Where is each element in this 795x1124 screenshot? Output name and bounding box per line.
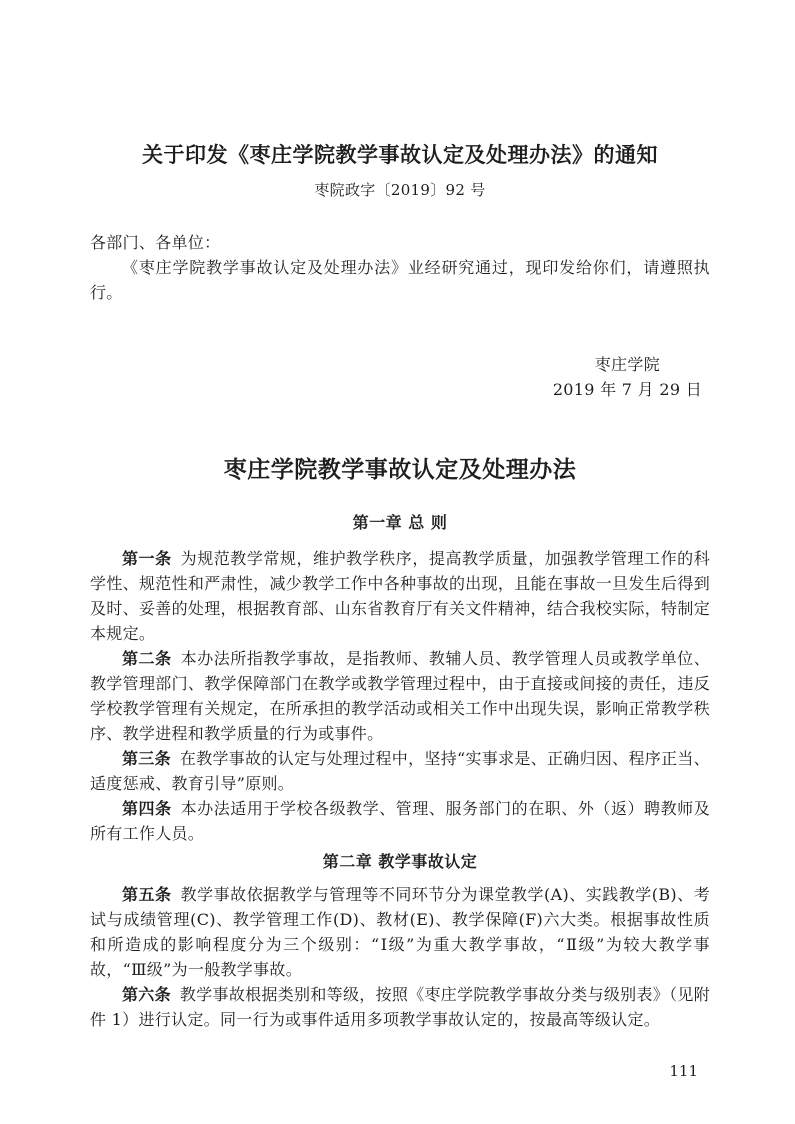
article-3-label: 第三条 [122,749,171,768]
article-2-text: 本办法所指教学事故，是指教师、教辅人员、教学管理人员或教学单位、教学管理部门、教学保障部门在教学或教学管理过程中，由于直接或间接的责任，违反学校教学管理有关规定，在所承担的教学活动或相关工作中出现失误，影响正常教学秩序、教学进程和教学质量的行为或事件。 [90,649,710,743]
regulation-title: 枣庄学院教学事故认定及处理办法 [223,456,577,483]
article-1-label: 第一条 [122,549,172,568]
notice-body: 《枣庄学院教学事故认定及处理办法》业经研究通过，现印发给你们，请遵照执行。 [90,258,710,302]
article-6-text: 教学事故根据类别和等级，按照《枣庄学院教学事故分类与级别表》（见附件 1）进行认定。同一行为或事件适用多项教学事故认定的，按最高等级认定。 [90,985,710,1029]
notice-title: 关于印发《枣庄学院教学事故认定及处理办法》的通知 [142,142,658,167]
signature-block [90,352,710,402]
article-5-label: 第五条 [122,885,172,904]
signature-inner [553,352,702,402]
signer-name: 枣庄学院 [594,355,660,374]
article-4-text: 本办法适用于学校各级教学、管理、服务部门的在职、外（返）聘教师及所有工作人员。 [90,799,710,843]
chapter-1-heading: 第一章 总 则 [352,513,448,532]
article-6-label: 第六条 [122,985,171,1004]
salutation: 各部门、各单位： [90,233,221,252]
article-3-text: 在教学事故的认定与处理过程中，坚持“实事求是、正确归因、程序正当、适度惩戒、教育引导”原则。 [90,749,710,793]
article-5 [90,882,710,982]
article-2 [90,646,710,746]
page-number: 111 [669,1062,698,1080]
sign-date: 2019 年 7 月 29 日 [552,380,702,399]
article-6 [90,982,710,1032]
article-2-label: 第二条 [122,649,172,668]
article-3 [90,746,710,796]
doc-number: 枣院政字〔2019〕92 号 [314,181,486,199]
article-1 [90,546,710,646]
chapter-2-heading: 第二章 教学事故认定 [322,852,478,871]
article-4-label: 第四条 [122,799,172,818]
article-4 [90,796,710,846]
article-1-text: 为规范教学常规，维护教学秩序，提高教学质量，加强教学管理工作的科学性、规范性和严肃性，减少教学工作中各种事故的出现，且能在事故一旦发生后得到及时、妥善的处理，根据教育部、山东省教育厅有关文件精神，结合我校实际，特制定本规定。 [90,549,710,643]
article-5-text: 教学事故依据教学与管理等不同环节分为课堂教学(A)、实践教学(B)、考试与成绩管理(C)、教学管理工作(D)、教材(E)、教学保障(F)六大类。根据事故性质和所造成的影响程度分为三个级别：“Ⅰ级”为重大教学事故，“Ⅱ级”为较大教学事故，“Ⅲ级”为一般教学事故。 [90,885,710,979]
